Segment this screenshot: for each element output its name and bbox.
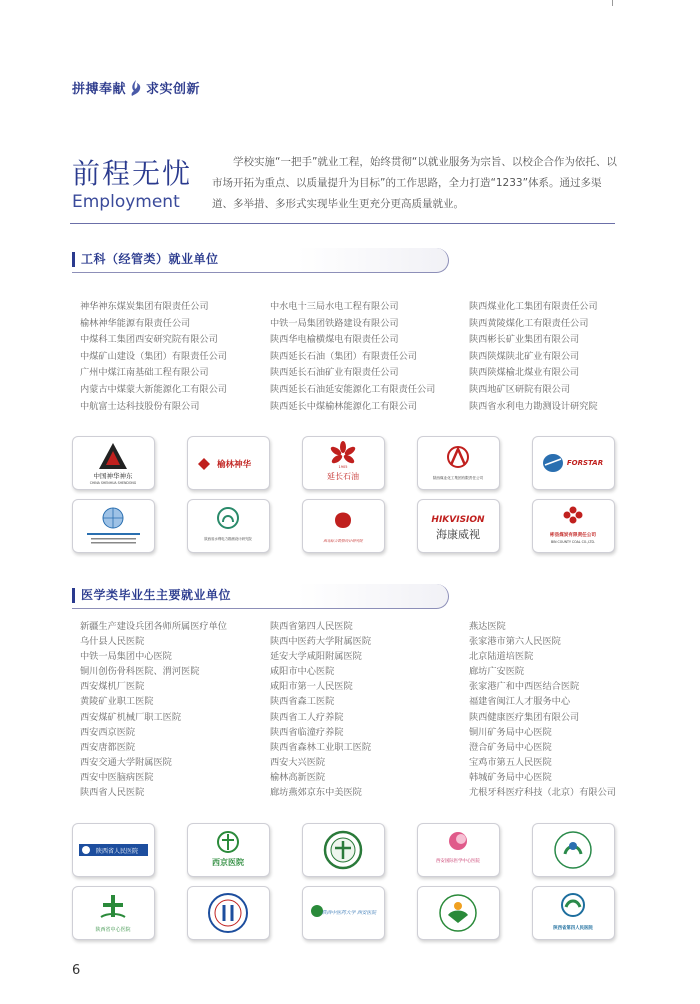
section-medical-header bbox=[72, 584, 449, 609]
logo-caption: 榆林神华 bbox=[216, 460, 252, 470]
design-icon bbox=[303, 500, 384, 552]
engineering-logo-grid bbox=[72, 436, 613, 553]
logo-caption: 陕西中医药大学 西安医院 bbox=[321, 911, 377, 916]
employer-item: 新疆生产建设兵团各师所属医疗单位 bbox=[80, 621, 227, 632]
employer-item: 西安大兴医院 bbox=[270, 756, 326, 768]
yanchang-design-logo bbox=[302, 499, 385, 553]
slogan-left: 拼搏奉献 bbox=[72, 82, 127, 97]
water-design-institute-logo bbox=[187, 499, 270, 553]
employer-item: 中水电十三局水电工程有限公司 bbox=[270, 301, 399, 312]
traditional-medicine-hospital-logo bbox=[187, 886, 270, 940]
employer-item: 陕西延长石油（集团）有限责任公司 bbox=[270, 350, 417, 362]
employer-item: 咸阳市中心医院 bbox=[270, 666, 335, 678]
logo-caption: 延长石油 bbox=[327, 472, 359, 481]
employer-item: 西安中医脑病医院 bbox=[80, 771, 154, 783]
employer-item: 陕西省临潼疗养院 bbox=[270, 726, 344, 738]
bin-county-coal-logo bbox=[532, 499, 615, 553]
title-divider bbox=[70, 223, 615, 224]
employer-item: 陕西延长中煤榆林能源化工有限公司 bbox=[270, 400, 417, 412]
xian-hospital-calligraphy-logo bbox=[302, 886, 385, 940]
employer-item: 陕西彬长矿业集团有限公司 bbox=[469, 334, 580, 346]
employer-item: 宝鸡市第五人民医院 bbox=[469, 756, 552, 768]
employer-item: 陕西陕煤榆北煤业有限公司 bbox=[469, 367, 580, 379]
hikvision-logo bbox=[417, 499, 500, 553]
intl-medical-icon bbox=[418, 824, 499, 876]
page-title: 前程无忧 bbox=[72, 157, 193, 190]
fourth-hospital-icon bbox=[533, 887, 614, 939]
employer-item: 尤根牙科医疗科技（北京）有限公司 bbox=[469, 787, 616, 799]
section-marker bbox=[72, 252, 75, 267]
employer-item: 延安大学咸阳附属医院 bbox=[270, 651, 362, 663]
xianyang-first-hospital-logo bbox=[532, 823, 615, 877]
employer-item: 广州中煤江南基础工程有限公司 bbox=[80, 367, 209, 379]
health-hospital-logo bbox=[417, 886, 500, 940]
employer-item: 西安交通大学附属医院 bbox=[80, 756, 172, 768]
xijing-hospital-logo bbox=[187, 823, 270, 877]
hikvision-icon bbox=[418, 500, 499, 552]
xijing-icon bbox=[188, 824, 269, 876]
employer-item: 陕西省水利电力勘测设计研究院 bbox=[469, 400, 598, 412]
employer-item: 张家港广和中西医结合医院 bbox=[469, 681, 580, 693]
slogan-right: 求实创新 bbox=[146, 82, 201, 97]
logo-caption: 西京医院 bbox=[212, 858, 244, 867]
engineering-column-2 bbox=[270, 299, 435, 415]
employer-item: 铜川矿务局中心医院 bbox=[469, 726, 552, 738]
logo-caption: FORSTAR bbox=[566, 459, 604, 467]
employer-item: 陕西黄陵煤化工有限责任公司 bbox=[469, 317, 589, 329]
medical-column-3 bbox=[469, 619, 616, 800]
xianyang-icon bbox=[533, 824, 614, 876]
employer-item: 榆林高新医院 bbox=[270, 771, 326, 783]
employer-item: 廊坊广安医院 bbox=[469, 666, 525, 678]
employer-item: 榆林神华能源有限责任公司 bbox=[80, 317, 191, 329]
employer-item: 乌什县人民医院 bbox=[80, 636, 145, 648]
central-hospital-logo bbox=[72, 886, 155, 940]
employer-item: 陕西省工人疗养院 bbox=[270, 711, 344, 723]
logo-subcaption: BIN COUNTY COAL CO.,LTD. bbox=[551, 540, 595, 544]
logo-caption: 西安国际医学中心医院 bbox=[436, 859, 480, 864]
section-engineering-header bbox=[72, 248, 449, 273]
intro-paragraph: 学校实施“一把手”就业工程，始终贯彻“以就业服务为宗旨、以校企合作为依托、以市场开拓为重点、以质量提升为目标”的工作思路，全力打造“1233”体系。通过多渠道、多举措、多形式实现毕业生更充分更高质量就业。 bbox=[212, 156, 617, 210]
logo-year: 1905 bbox=[338, 465, 348, 469]
employer-item: 中铁一局集团中心医院 bbox=[80, 651, 172, 663]
employer-item: 澄合矿务局中心医院 bbox=[469, 741, 552, 753]
section-marker bbox=[72, 588, 75, 603]
employer-item: 陕西华电榆横煤电有限责任公司 bbox=[270, 334, 399, 346]
shenhua-icon bbox=[73, 437, 154, 489]
provincial-hospital-icon bbox=[73, 824, 154, 876]
logo-caption: 中国神华神东 bbox=[93, 472, 133, 480]
employer-item: 陕西延长石油延安能源化工有限责任公司 bbox=[270, 383, 436, 395]
employer-item: 陕西中医药大学附属医院 bbox=[270, 636, 372, 648]
medical-column-2 bbox=[270, 619, 371, 800]
logo-subcaption: CHINA SHENHUA SHENDONG bbox=[89, 481, 137, 485]
yanchang-icon bbox=[303, 437, 384, 489]
employer-item: 陕西延长石油矿业有限责任公司 bbox=[270, 367, 399, 379]
employer-item: 中煤科工集团西安研究院有限公司 bbox=[80, 334, 218, 346]
employer-item: 神华神东煤炭集团有限责任公司 bbox=[80, 301, 209, 312]
yulin-shenhua-logo bbox=[187, 436, 270, 490]
employer-item: 陕西地矿区研院有限公司 bbox=[469, 383, 571, 395]
employer-item: 西安西京医院 bbox=[80, 726, 136, 738]
globe-icon bbox=[73, 500, 154, 552]
employer-item: 韩城矿务局中心医院 bbox=[469, 771, 552, 783]
employer-item: 燕达医院 bbox=[469, 621, 506, 632]
slogan bbox=[72, 78, 200, 97]
employer-item: 福建省闽江人才服务中心 bbox=[469, 696, 571, 708]
fourth-people-hospital-logo bbox=[532, 886, 615, 940]
employer-item: 陕西省森林工业职工医院 bbox=[270, 741, 372, 753]
yulin-icon bbox=[188, 437, 269, 489]
shaanxi-provincial-hospital-logo bbox=[72, 823, 155, 877]
tangdu-hospital-logo bbox=[302, 823, 385, 877]
tangdu-icon bbox=[303, 824, 384, 876]
employer-item: 咸阳市第一人民医院 bbox=[270, 681, 353, 693]
forstar-logo bbox=[532, 436, 615, 490]
shenhua-shendong-logo bbox=[72, 436, 155, 490]
logo-caption: 陕西省水利电力勘测设计研究院 bbox=[204, 537, 252, 541]
employer-item: 铜川创伤骨科医院、渭河医院 bbox=[80, 666, 200, 678]
logo-caption: 陕西省第四人民医院 bbox=[553, 926, 593, 931]
section-medical-title: 医学类毕业生主要就业单位 bbox=[81, 588, 232, 602]
employer-item: 西安煤矿机械厂职工医院 bbox=[80, 711, 182, 723]
forstar-icon bbox=[533, 437, 614, 489]
employer-item: 张家港市第六人民医院 bbox=[469, 636, 561, 648]
employer-item: 中铁一局集团铁路建设有限公司 bbox=[270, 317, 399, 329]
section-engineering-title: 工科（经管类）就业单位 bbox=[81, 252, 219, 266]
yanchang-petroleum-logo bbox=[302, 436, 385, 490]
medical-column-1 bbox=[80, 619, 227, 800]
employer-item: 陕西煤业化工集团有限责任公司 bbox=[469, 301, 598, 312]
bin-coal-icon bbox=[533, 500, 614, 552]
engineering-column-3 bbox=[469, 299, 598, 415]
international-medical-center-logo bbox=[417, 823, 500, 877]
logo-caption: 彬县煤炭有限责任公司 bbox=[550, 533, 596, 538]
geo-institute-logo bbox=[72, 499, 155, 553]
employer-item: 西安煤机厂医院 bbox=[80, 681, 145, 693]
calligraphy-icon bbox=[303, 887, 384, 939]
employer-item: 内蒙古中煤蒙大新能源化工有限公司 bbox=[80, 383, 227, 395]
page-subtitle: Employment bbox=[72, 192, 180, 212]
water-icon bbox=[188, 500, 269, 552]
employer-item: 廊坊燕郊京东中美医院 bbox=[270, 787, 362, 799]
logo-brand: HIKVISION bbox=[431, 515, 485, 525]
employer-item: 黄陵矿业职工医院 bbox=[80, 696, 154, 708]
employer-item: 陕西省第四人民医院 bbox=[270, 621, 353, 632]
employer-item: 陕西陕煤陕北矿业有限公司 bbox=[469, 350, 580, 362]
logo-caption: 陕西煤业化工集团有限责任公司 bbox=[432, 476, 484, 480]
employer-item: 陕西省森工医院 bbox=[270, 696, 335, 708]
shaanxi-coal-chemical-logo bbox=[417, 436, 500, 490]
page-number: 6 bbox=[72, 963, 81, 978]
logo-caption: 西北综合勘察设计研究院 bbox=[323, 539, 363, 543]
medical-logo-grid bbox=[72, 823, 613, 940]
engineering-column-1 bbox=[80, 299, 227, 415]
employer-item: 西安唐都医院 bbox=[80, 741, 136, 753]
employer-item: 北京陆道培医院 bbox=[469, 651, 534, 663]
logo-caption: 陕西省人民医院 bbox=[95, 848, 139, 855]
coal-chemical-icon bbox=[418, 437, 499, 489]
health-icon bbox=[418, 887, 499, 939]
central-hospital-icon bbox=[73, 887, 154, 939]
employer-item: 中煤矿山建设（集团）有限责任公司 bbox=[80, 350, 227, 362]
corner-mark bbox=[612, 0, 613, 6]
employer-item: 陕西省人民医院 bbox=[80, 787, 145, 799]
flame-icon bbox=[129, 79, 143, 97]
employer-item: 陕西健康医疗集团有限公司 bbox=[469, 711, 580, 723]
logo-caption: 陕西省中心医院 bbox=[95, 927, 131, 933]
logo-caption: 海康威视 bbox=[436, 528, 480, 541]
employer-item: 中航富士达科技股份有限公司 bbox=[80, 400, 200, 412]
tcm-icon bbox=[188, 887, 269, 939]
